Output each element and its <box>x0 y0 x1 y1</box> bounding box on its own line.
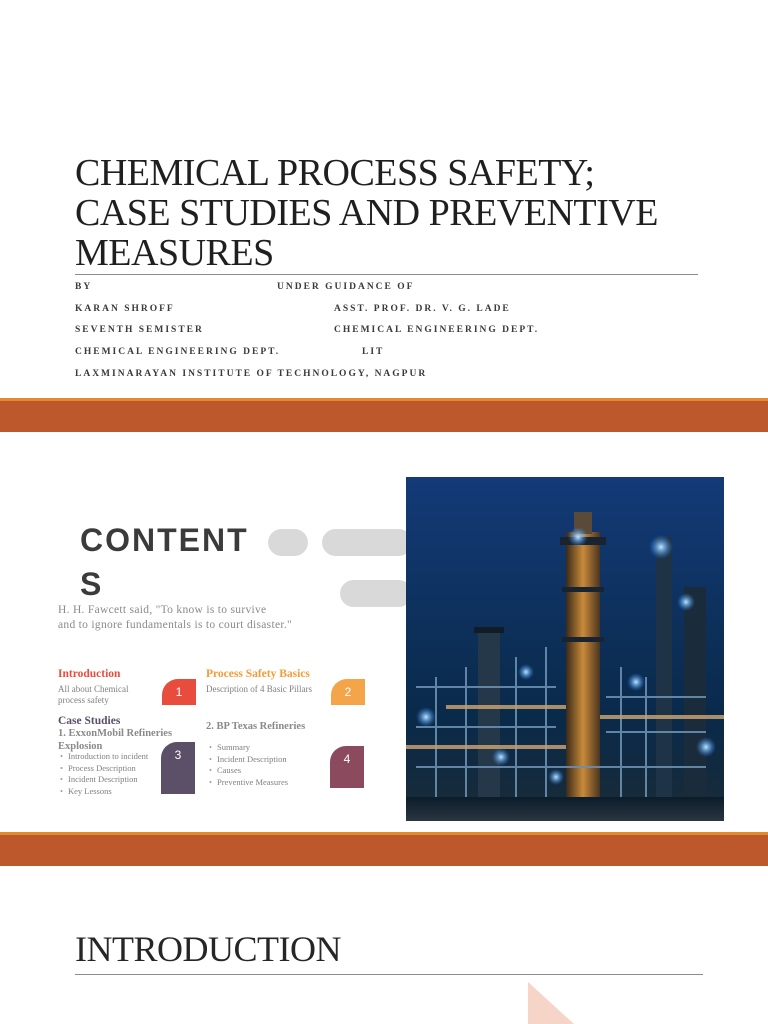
title-underline <box>75 274 698 275</box>
decorative-triangle <box>528 982 578 1024</box>
section-desc-line: All about Chemical <box>58 684 129 694</box>
bullet-item: • Introduction to incident <box>60 751 148 763</box>
decorative-pill <box>268 529 308 556</box>
section-case-studies-title: Case Studies <box>58 715 121 727</box>
case-study-1-bullets <box>60 751 148 797</box>
badge-number: 4 <box>343 752 351 766</box>
decorative-pill <box>322 529 412 556</box>
bullet-item: • Incident Description <box>60 774 148 786</box>
section-process-safety-title: Process Safety Basics <box>206 668 310 680</box>
quote-line: and to ignore fundamentals is to court disaster." <box>58 619 293 631</box>
contents-title <box>80 518 265 606</box>
title-slide <box>0 0 768 398</box>
section-introduction-desc <box>58 684 158 706</box>
bullet-item: • Process Description <box>60 763 148 775</box>
guidance-label: UNDER GUIDANCE OF <box>277 282 415 292</box>
badge-number: 3 <box>174 748 182 762</box>
section-desc-line: process safety <box>58 695 109 705</box>
section-process-safety-desc <box>206 684 336 695</box>
fawcett-quote <box>58 603 358 633</box>
author-semester: SEVENTH SEMISTER <box>75 325 204 335</box>
bullet-item: • Incident Description <box>209 754 288 766</box>
slide-separator <box>0 832 768 866</box>
section-badge-1 <box>162 679 196 705</box>
bullet-item: • Summary <box>209 742 288 754</box>
presentation-title <box>75 153 715 273</box>
refinery-photo <box>406 477 724 821</box>
contents-slide <box>0 432 768 832</box>
author-name: KARAN SHROFF <box>75 304 175 314</box>
badge-number: 1 <box>175 685 183 699</box>
case-study-2-bullets <box>209 742 288 788</box>
guide-department: CHEMICAL ENGINEERING DEPT. <box>334 325 540 335</box>
author-institute: LAXMINARAYAN INSTITUTE OF TECHNOLOGY, NAGPUR <box>75 369 428 379</box>
section-case-study-1-title: 1. ExxonMobil Refineries Explosion <box>58 728 173 752</box>
section-badge-4 <box>330 746 364 788</box>
contents-title-line: CONTENT <box>80 522 249 558</box>
section-badge-2 <box>331 679 365 705</box>
introduction-slide <box>0 866 768 1024</box>
title-line: MEASURES <box>75 232 274 274</box>
guide-name: ASST. PROF. DR. V. G. LADE <box>334 304 511 314</box>
section-introduction-title: Introduction <box>58 668 121 680</box>
bullet-item: • Causes <box>209 765 288 777</box>
introduction-underline <box>75 974 703 975</box>
introduction-title: INTRODUCTION <box>75 929 341 969</box>
section-case-study-2-title: 2. BP Texas Refineries <box>206 721 306 732</box>
bullet-item: • Preventive Measures <box>209 777 288 789</box>
badge-number: 2 <box>344 685 352 699</box>
guide-institute: LIT <box>362 347 385 357</box>
quote-line: H. H. Fawcett said, "To know is to survive <box>58 604 267 616</box>
slide-separator <box>0 398 768 432</box>
title-line: CHEMICAL PROCESS SAFETY; <box>75 152 595 194</box>
bullet-item: • Key Lessons <box>60 786 148 798</box>
author-department: CHEMICAL ENGINEERING DEPT. <box>75 347 281 357</box>
by-label: BY <box>75 282 93 292</box>
section-desc-line: Description of 4 Basic Pillars <box>206 684 312 694</box>
title-line: CASE STUDIES AND PREVENTIVE <box>75 192 658 234</box>
contents-title-line: S <box>80 566 104 602</box>
section-badge-3 <box>161 742 195 794</box>
